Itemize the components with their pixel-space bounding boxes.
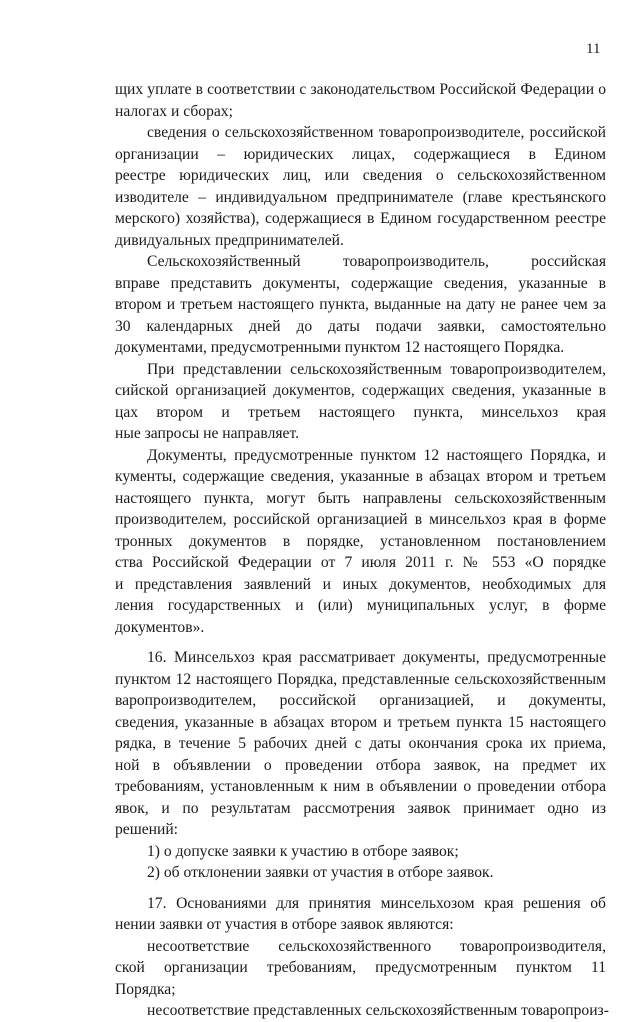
text-line: пунктом 12 настоящего Порядка, представленные сельскохозяйственным <box>115 670 606 688</box>
document-body <box>115 79 609 1022</box>
paragraph <box>115 445 606 639</box>
text-line: 30 календарных дней до даты подачи заявки, самостоятельно <box>115 317 606 335</box>
text-line: кументы, содержащие сведения, указанные в абзацах втором и третьем <box>115 468 606 485</box>
text-line: сведения о сельскохозяйственном товаропроизводителе, российской <box>147 124 606 141</box>
text-line: несоответствие сельскохозяйственного товаропроизводителя, <box>147 937 606 955</box>
text-line: явок, и по результатам рассмотрения заявок принимает одно из <box>115 799 606 817</box>
page-number: 11 <box>586 41 601 57</box>
paragraph <box>115 251 606 359</box>
text-line: рядка, в течение 5 рабочих дней с даты окончания срока их приема, <box>115 735 606 752</box>
text-line: изводителе – индивидуальном предпринимателе (главе крестьянского <box>115 188 606 206</box>
text-line: и представления заявлений и иных документов, необходимых для <box>115 575 606 593</box>
text-line: требованиям, установленным к ним в объявлении о проведении отбора <box>115 778 606 795</box>
text-line: реестре юридических лиц, или сведения о сельскохозяйственном <box>115 167 606 184</box>
text-line: мерского) хозяйства), содержащиеся в Едином государственном реестре <box>115 210 606 227</box>
paragraph <box>115 862 606 884</box>
paragraph <box>115 79 606 122</box>
text-line: 1) о допуске заявки к участию в отборе заявок; <box>147 842 459 860</box>
text-line: организации – юридических лицах, содержащиеся в Едином <box>115 145 606 163</box>
paragraph <box>115 893 606 936</box>
paragraph-gap <box>115 884 606 893</box>
text-line: ления государственных и (или) муниципальных услуг, в форме <box>115 597 606 614</box>
text-line: 2) об отклонении заявки от участия в отборе заявок. <box>147 864 494 881</box>
paragraph <box>115 359 606 445</box>
text-line: 16. Минсельхоз края рассматривает документы, предусмотренные <box>147 649 606 666</box>
text-line: Сельскохозяйственный товаропроизводитель, российская <box>147 253 606 270</box>
text-line: решений: <box>115 821 179 838</box>
text-line: ской организации требованиям, предусмотренным пунктом 11 <box>115 959 606 976</box>
text-line: тронных документов в порядке, установленном постановлением <box>115 532 606 550</box>
text-line: налогах и сборах; <box>115 102 233 120</box>
paragraph-gap <box>115 638 606 647</box>
text-line: цах втором и третьем настоящего пункта, минсельхоз края <box>115 403 606 421</box>
text-line: несоответствие представленных сельскохозяйственным товаропроиз- <box>147 1002 609 1019</box>
text-line: При представлении сельскохозяйственным товаропроизводителем, <box>147 360 606 378</box>
text-line: ства Российской Федерации от 7 июля 2011 г. № 553 «О порядке <box>115 554 606 571</box>
text-line: 17. Основаниями для принятия минсельхозом края решения об <box>147 894 606 912</box>
text-line: производителем, российской организацией в минсельхоз края в форме <box>115 511 606 528</box>
text-line: нении заявки от участия в отборе заявок являются: <box>115 916 454 933</box>
text-line: вправе представить документы, содержащие сведения, указанные в <box>115 274 606 292</box>
paragraph <box>115 841 606 863</box>
text-line: документов». <box>115 618 205 636</box>
text-line: ной в объявлении о проведении отбора заявок, на предмет их <box>115 756 606 774</box>
text-line: настоящего пункта, могут быть направлены сельскохозяйственным <box>115 489 606 507</box>
text-line: щих уплате в соответствии с законодательством Российской Федерации о <box>115 81 606 98</box>
paragraph <box>115 122 606 251</box>
text-line: варопроизводителем, российской организацией, и документы, <box>115 692 606 709</box>
text-line: Документы, предусмотренные пунктом 12 настоящего Порядка, и <box>147 446 606 464</box>
paragraph <box>115 647 606 841</box>
paragraph <box>115 1000 609 1022</box>
text-line: Порядка; <box>115 980 176 998</box>
text-line: сийской организацией документов, содержащих сведения, указанные в <box>115 382 606 399</box>
text-line: дивидуальных предпринимателей. <box>115 231 344 249</box>
text-line: документами, предусмотренными пунктом 12 настоящего Порядка. <box>115 339 565 356</box>
text-line: втором и третьем настоящего пункта, выданные на дату не ранее чем за <box>115 296 606 313</box>
text-line: сведения, указанные в абзацах втором и третьем пункта 15 настоящего <box>115 713 606 731</box>
text-line: ные запросы не направляет. <box>115 425 300 442</box>
paragraph <box>115 936 606 1001</box>
